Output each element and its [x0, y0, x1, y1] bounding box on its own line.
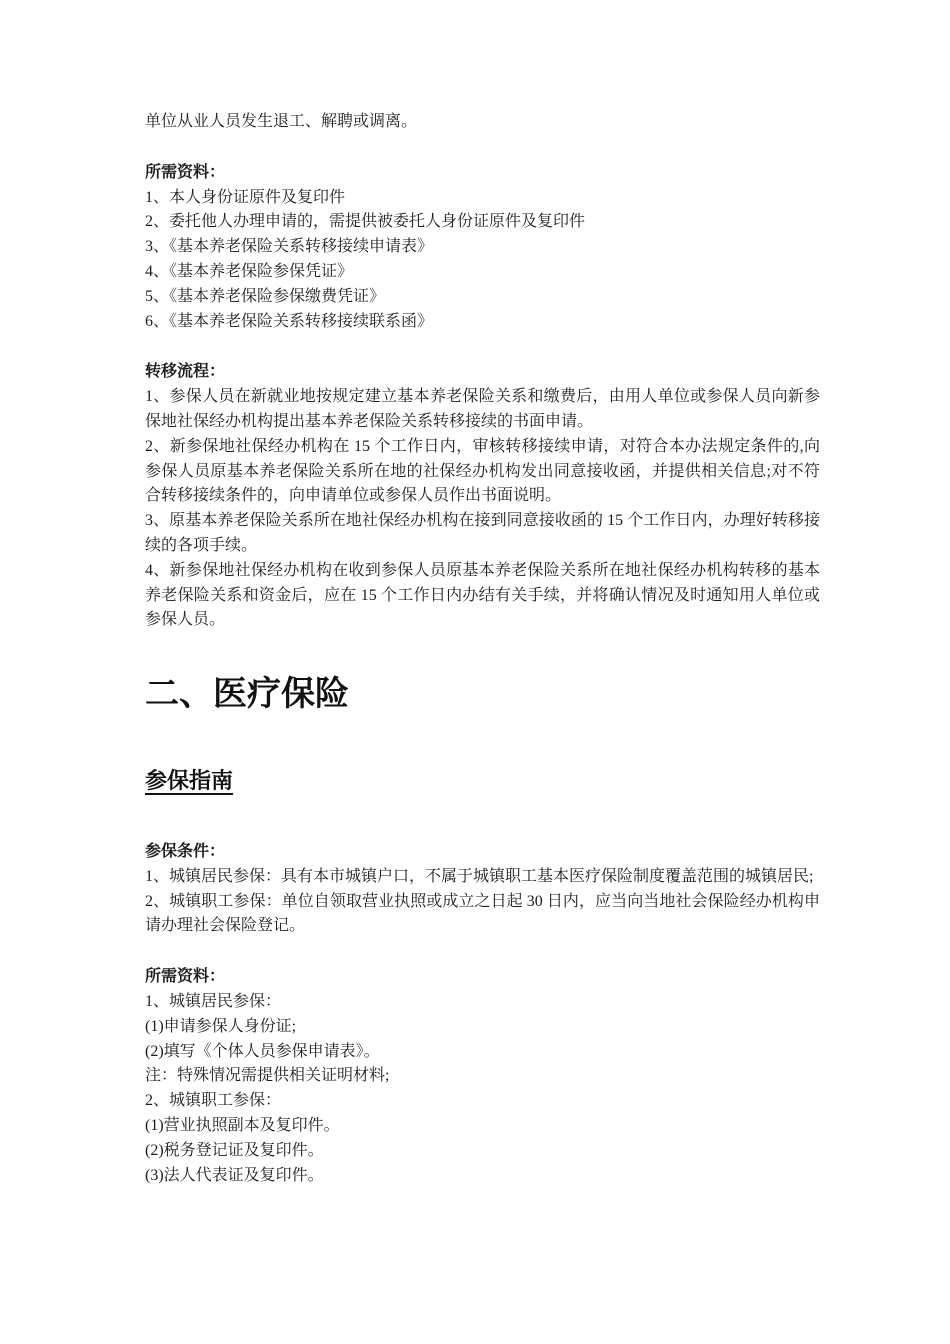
medical-conditions-heading: 参保条件：: [145, 843, 226, 861]
list-item: 6、《基本养老保险关系转移接续联系函》: [145, 312, 434, 330]
list-item: 1、本人身份证原件及复印件: [145, 188, 346, 206]
list-item: 2、城镇职工参保：: [145, 1092, 282, 1110]
pension-materials-heading: 所需资料：: [145, 163, 226, 181]
medical-materials-heading: 所需资料：: [145, 968, 226, 986]
process-step: 4、新参保地社保经办机构在收到参保人员原基本养老保险关系所在地社保经办机构转移的基本养老保险关系和资金后，应在 15 个工作日内办结有关手续，并将确认情况及时通知用人单位或参保人员。: [145, 561, 820, 629]
list-item: 4、《基本养老保险参保凭证》: [145, 262, 354, 280]
medical-conditions-section: [145, 840, 820, 939]
medical-materials-section: [145, 965, 820, 1188]
chapter-heading-medical-insurance: 二、医疗保险: [145, 676, 349, 714]
list-item: 5、《基本养老保险参保缴费凭证》: [145, 287, 386, 305]
list-item: (1)申请参保人身份证;: [145, 1017, 297, 1035]
list-item: (1)营业执照副本及复印件。: [145, 1117, 340, 1134]
list-item: (3)法人代表证及复印件。: [145, 1166, 324, 1184]
list-item: 注：特殊情况需提供相关证明材料;: [145, 1067, 390, 1085]
list-item: 3、《基本养老保险关系转移接续申请表》: [145, 238, 434, 256]
condition-item: 1、城镇居民参保：具有本市城镇户口，不属于城镇职工基本医疗保险制度覆盖范围的城镇居民;: [145, 867, 814, 885]
list-item: (2)税务登记证及复印件。: [145, 1141, 324, 1159]
intro-paragraph: 单位从业人员发生退工、解聘或调离。: [145, 113, 418, 130]
pension-process-heading: 转移流程：: [145, 363, 226, 381]
guide-heading: 参保指南: [145, 767, 234, 793]
list-item: (2)填写《个体人员参保申请表》。: [145, 1042, 380, 1060]
process-step: 3、原基本养老保险关系所在地社保经办机构在接到同意接收函的 15 个工作日内，办理好转移接续的各项手续。: [145, 512, 820, 554]
list-item: 2、委托他人办理申请的，需提供被委托人身份证原件及复印件: [145, 213, 586, 231]
pension-materials-section: [145, 161, 820, 335]
process-step: 2、新参保地社保经办机构在 15 个工作日内，审核转移接续申请，对符合本办法规定条件的,向参保人员原基本养老保险关系所在地的社保经办机构发出同意接收函，并提供相关信息;对不符合转移接续条件的，向申请单位或参保人员作出书面说明。: [145, 437, 820, 505]
list-item: 1、城镇居民参保：: [145, 993, 282, 1011]
process-step: 1、参保人员在新就业地按规定建立基本养老保险关系和缴费后，由用人单位或参保人员向新参保地社保经办机构提出基本养老保险关系转移接续的书面申请。: [145, 388, 820, 430]
condition-item: 2、城镇职工参保：单位自领取营业执照或成立之日起 30 日内，应当向当地社会保险经办机构申请办理社会保险登记。: [145, 892, 820, 935]
pension-process-section: [145, 360, 820, 633]
